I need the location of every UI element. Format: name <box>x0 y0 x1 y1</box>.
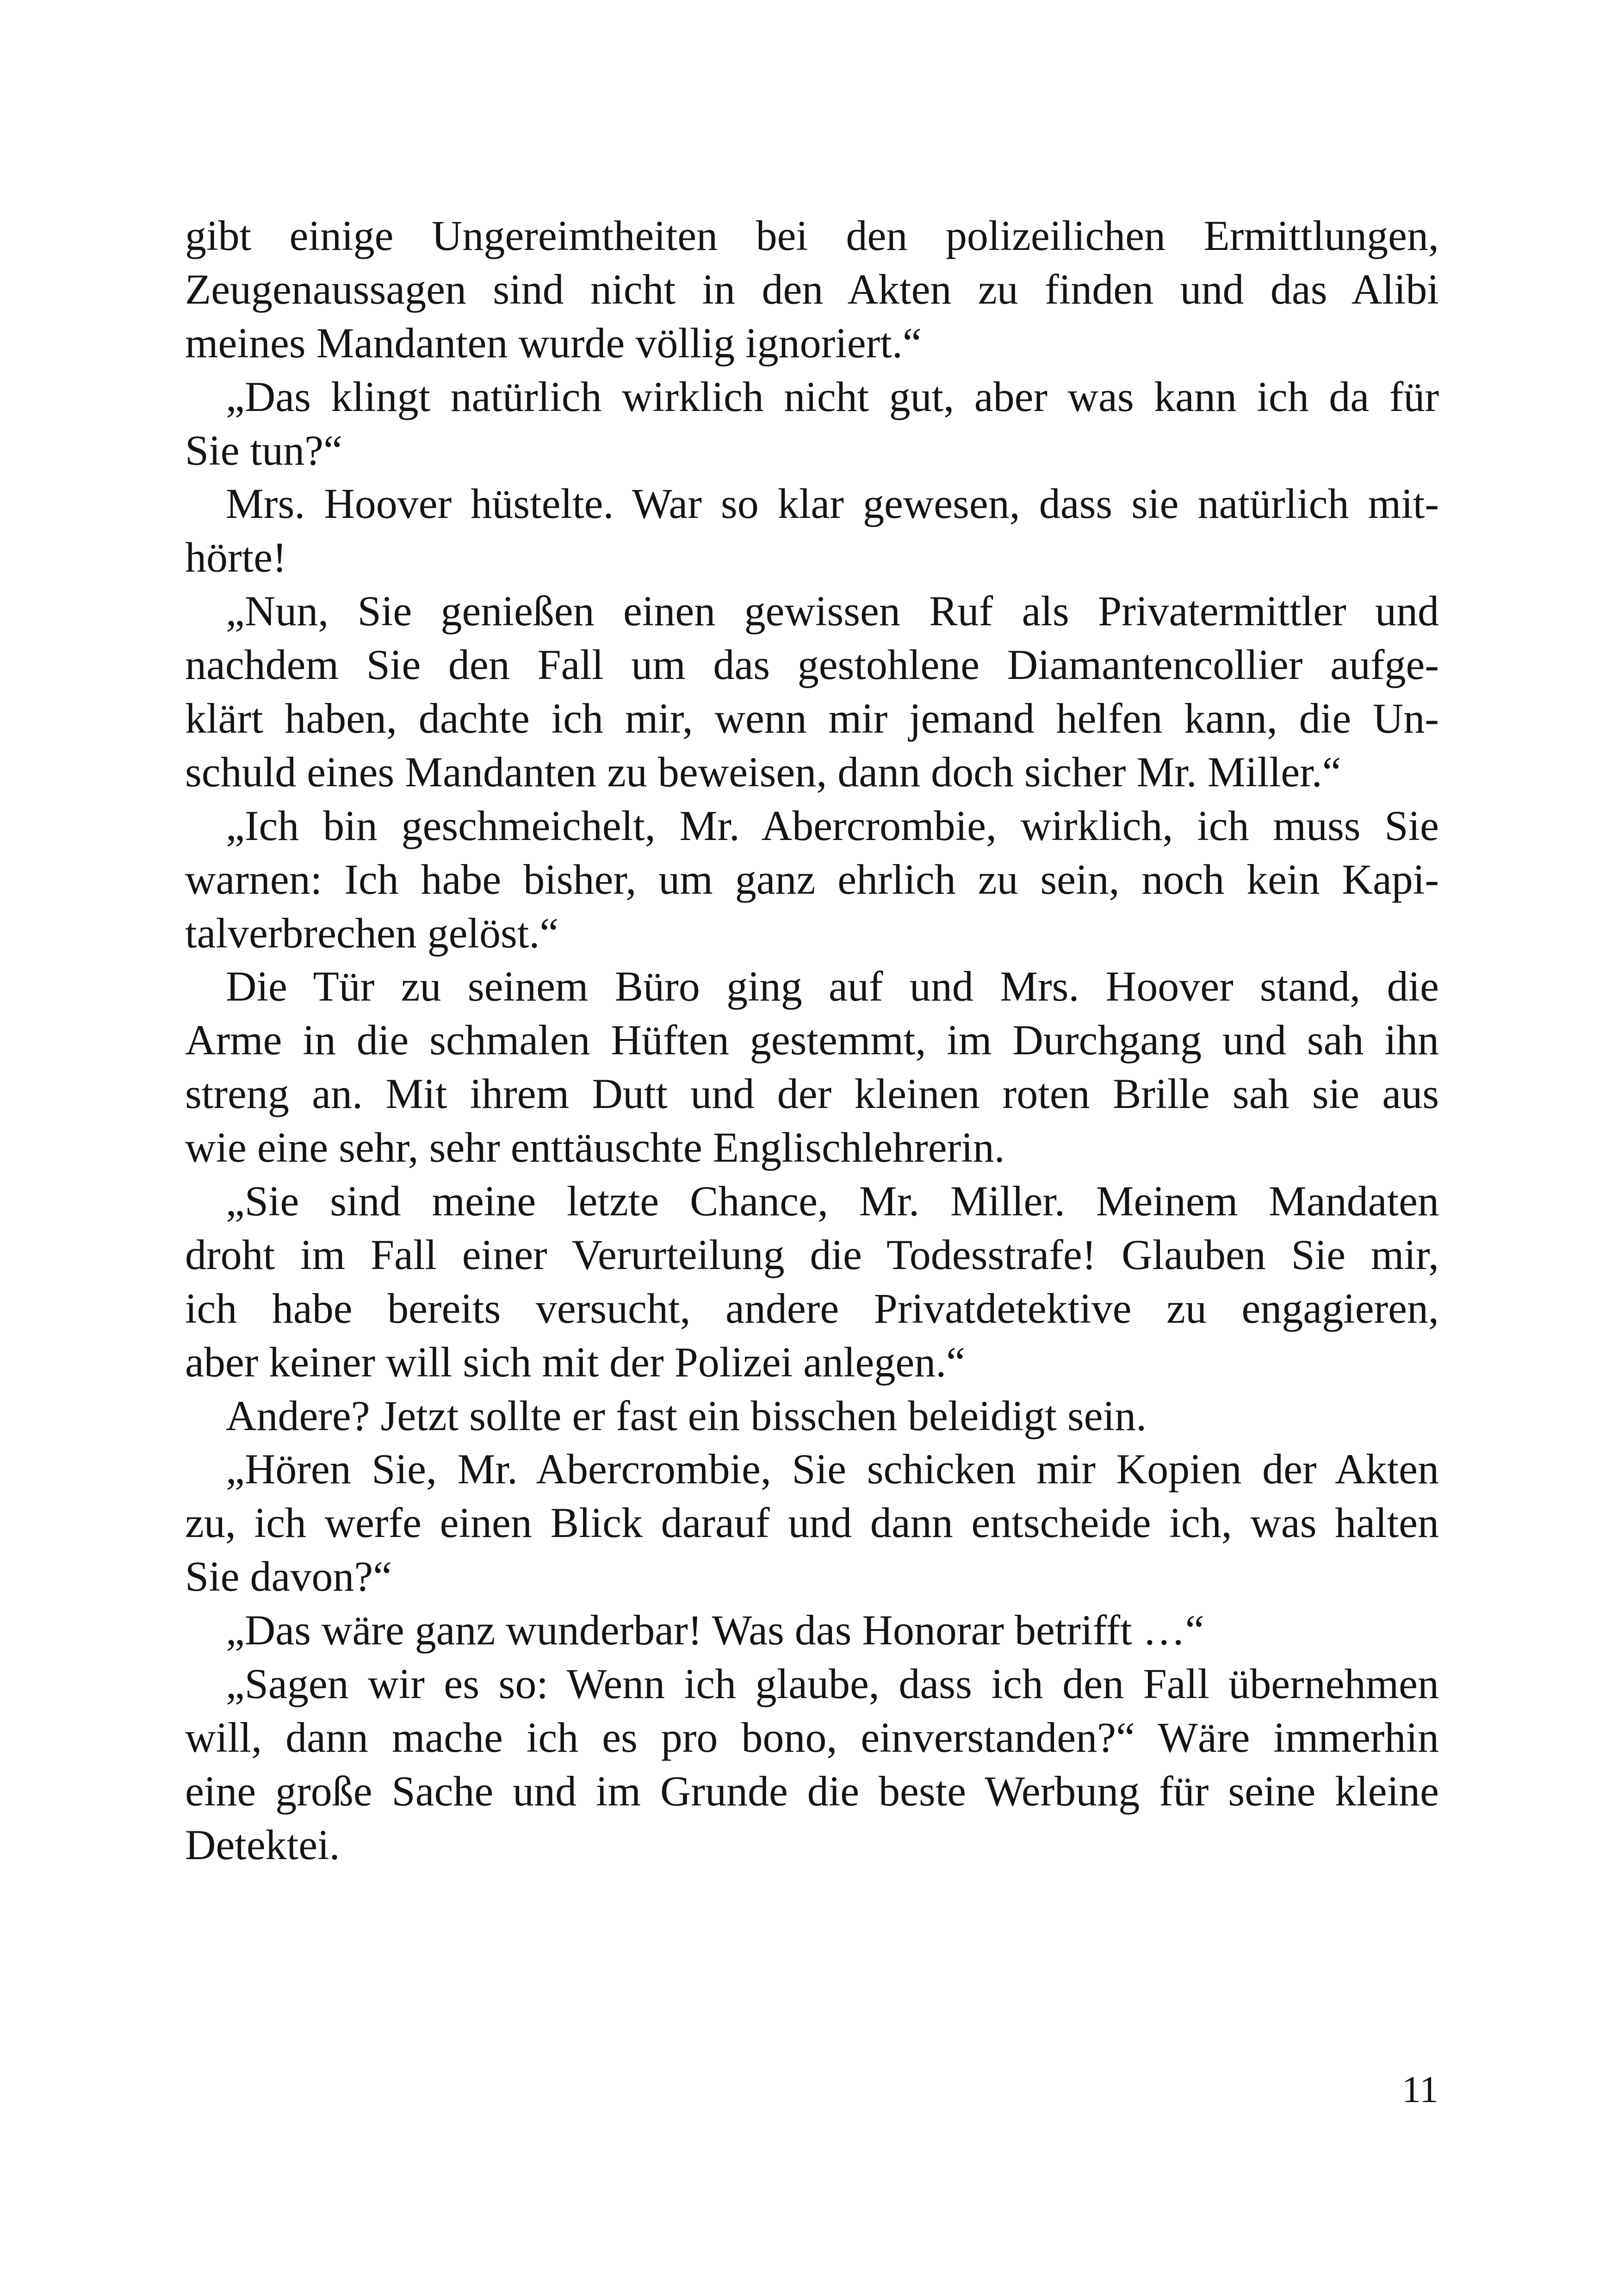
page-number: 11 <box>1402 2068 1438 2110</box>
text-line: Sie davon?“ <box>185 1553 392 1600</box>
text-line: warnen: Ich habe bisher, um ganz ehrlich zu sein, noch kein Kapi- <box>185 855 1439 903</box>
text-line: meines Mandanten wurde völlig ignoriert.“ <box>185 319 922 367</box>
text-line: schuld eines Mandanten zu beweisen, dann doch sicher Mr. Miller.“ <box>185 748 1341 796</box>
text-line: zu, ich werfe einen Blick darauf und dann entscheide ich, was halten <box>185 1499 1439 1547</box>
text-line: nachdem Sie den Fall um das gestohlene Diamantencollier aufge- <box>185 641 1439 689</box>
text-line: Detektei. <box>185 1821 340 1868</box>
text-line: „Sie sind meine letzte Chance, Mr. Miller. Meinem Mandaten <box>226 1177 1439 1225</box>
text-line: klärt haben, dachte ich mir, wenn mir jemand helfen kann, die Un- <box>185 695 1439 742</box>
text-line: hörte! <box>185 534 287 581</box>
text-line: eine große Sache und im Grunde die beste Werbung für seine kleine <box>185 1767 1439 1815</box>
text-line: „Hören Sie, Mr. Abercrombie, Sie schicken mir Kopien der Akten <box>226 1445 1439 1493</box>
text-line: „Nun, Sie genießen einen gewissen Ruf als Privatermittler und <box>226 587 1439 635</box>
text-line: talverbrechen gelöst.“ <box>185 909 559 957</box>
text-line: „Sagen wir es so: Wenn ich glaube, dass ich den Fall übernehmen <box>226 1660 1439 1708</box>
text-line: ich habe bereits versucht, andere Privatdetektive zu engagieren, <box>185 1284 1439 1332</box>
text-line: Arme in die schmalen Hüften gestemmt, im Durchgang und sah ihn <box>185 1016 1439 1064</box>
text-line: Mrs. Hoover hüstelte. War so klar gewesen, dass sie natürlich mit- <box>226 480 1439 528</box>
text-line: streng an. Mit ihrem Dutt und der kleinen roten Brille sah sie aus <box>185 1070 1439 1118</box>
text-line: Andere? Jetzt sollte er fast ein bisschen beleidigt sein. <box>226 1392 1147 1439</box>
text-line: droht im Fall einer Verurteilung die Todesstrafe! Glauben Sie mir, <box>185 1231 1439 1278</box>
text-line: Die Tür zu seinem Büro ging auf und Mrs. Hoover stand, die <box>226 963 1439 1010</box>
text-line: „Das wäre ganz wunderbar! Was das Honorar betrifft …“ <box>226 1606 1204 1654</box>
text-line: wie eine sehr, sehr enttäuschte Englischlehrerin. <box>185 1124 1005 1171</box>
text-line: aber keiner will sich mit der Polizei anlegen.“ <box>185 1338 966 1386</box>
text-line: gibt einige Ungereimtheiten bei den polizeilichen Ermittlungen, <box>185 212 1439 259</box>
text-line: Sie tun?“ <box>185 426 342 474</box>
text-line: Zeugenaussagen sind nicht in den Akten zu finden und das Alibi <box>185 265 1439 313</box>
text-line: „Ich bin geschmeichelt, Mr. Abercrombie, wirklich, ich muss Sie <box>226 802 1439 849</box>
body-text <box>185 209 1439 1872</box>
text-line: will, dann mache ich es pro bono, einverstanden?“ Wäre immerhin <box>185 1713 1439 1761</box>
text-line: „Das klingt natürlich wirklich nicht gut, aber was kann ich da für <box>226 373 1439 420</box>
